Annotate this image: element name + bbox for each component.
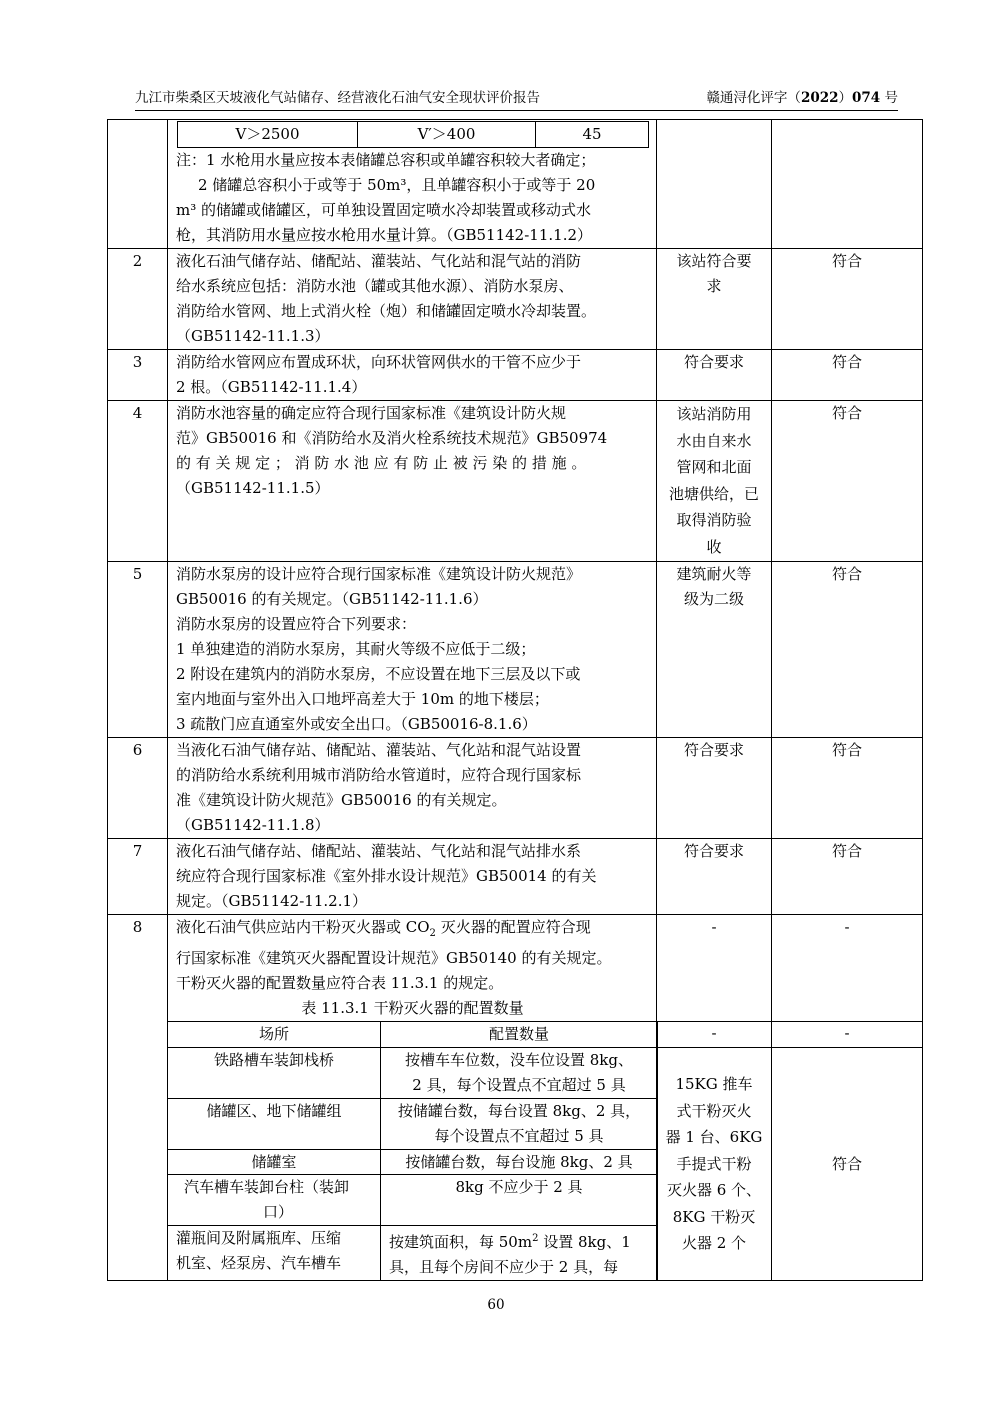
result-text: 符合: [772, 738, 923, 839]
requirement-text: 液化石油气储存站、储配站、灌装站、气化站和混气站排水系 统应符合现行国家标准《室外排水设计规范》GB50014 的有关 规定。（GB51142-11.2.1）: [168, 839, 657, 915]
sub-cell: 45: [536, 122, 649, 148]
requirement-text: 消防水泵房的设计应符合现行国家标准《建筑设计防火规范》 GB50016 的有关规定。（GB51142-11.1.6） 消防水泵房的设置应符合下列要求： 1 单独建造的消防水泵房，其耐火等级不应低于二级； 2 附设在建筑内的消防水泵房，不应设置在地下三层及以下或 室内地面与室外出入口地坪高差大于 10m 的地下楼层； 3 疏散门应直通室外或安全出口。（GB50016-8.1.6）: [168, 562, 657, 738]
col-header-place: 场所: [168, 1022, 381, 1048]
note-line: m³ 的储罐或储罐区，可单独设置固定喷水冷却装置或移动式水: [176, 201, 592, 219]
check-text: -: [657, 915, 772, 1022]
count-cell: 按建筑面积，每 $50m^2$ 设置 8kg、1 具，且每个房间不应少于 2 具，每: [381, 1226, 658, 1281]
extinguisher-header: [167, 1021, 658, 1048]
table-caption: 表 11.3.1 干粉灭火器的配置数量: [301, 999, 524, 1017]
result-text: 符合: [772, 401, 923, 562]
col-header-count: 配置数量: [381, 1022, 658, 1048]
result-text: -: [772, 915, 923, 1022]
place-cell: 铁路槽车装卸栈桥: [168, 1048, 381, 1099]
evaluation-table: [107, 119, 923, 1281]
count-cell: 按槽车车位数，没车位设置 8kg、 2 具，每个设置点不宜超过 5 具: [381, 1048, 658, 1099]
report-number: 赣通浔化评字（2022）074 号: [706, 90, 898, 106]
table-row: [108, 839, 923, 915]
count-cell: 8kg 不应少于 2 具: [381, 1175, 658, 1226]
table-row: [108, 401, 923, 562]
table-row: [108, 249, 923, 350]
requirement-text: 消防水池容量的确定应符合现行国家标准《建筑设计防火规 范》GB50016 和《消防给水及消火栓系统技术规范》GB50974 的 有 关 规 定 ； 消 防 水 池 应 有 防 止 被 污 染 的 措 施 。 （GB51142-11.1.5）: [168, 401, 657, 562]
table-row: [108, 120, 923, 249]
note-line: 枪，其消防用水量应按水枪用水量计算。（GB51142-11.1.2）: [176, 226, 593, 244]
check-text: -: [657, 1022, 772, 1048]
merged-result-text: 符合: [772, 1048, 923, 1281]
count-cell: 按储罐台数，每台设施 8kg、2 具: [381, 1150, 658, 1175]
table-row: [108, 350, 923, 401]
table-row: [108, 1022, 923, 1048]
result-text: 符合: [772, 249, 923, 350]
place-cell: 储罐室: [168, 1150, 381, 1175]
count-cell: 按储罐台数，每台设置 8kg、2 具， 每个设置点不宜超过 5 具: [381, 1099, 658, 1150]
sub-cell: V′＞400: [358, 122, 536, 148]
row-number: 7: [108, 839, 168, 915]
note-line: 注：1 水枪用水量应按本表储罐总容积或单罐容积较大者确定；: [176, 151, 596, 169]
table-row: [108, 562, 923, 738]
result-text: 符合: [772, 839, 923, 915]
water-gun-table: [177, 121, 649, 148]
requirement-text: 当液化石油气储存站、储配站、灌装站、气化站和混气站设置 的消防给水系统利用城市消防给水管道时，应符合现行国家标 准《建筑设计防火规范》GB50016 的有关规定。 （GB51142-11.1.8）: [168, 738, 657, 839]
row-number: 4: [108, 401, 168, 562]
row-number: 2: [108, 249, 168, 350]
table-row: [108, 1048, 923, 1099]
requirement-text: 消防给水管网应布置成环状，向环状管网供水的干管不应少于 2 根。（GB51142-11.1.4）: [168, 350, 657, 401]
check-text: 符合要求: [657, 350, 772, 401]
requirement-text: 液化石油气储存站、储配站、灌装站、气化站和混气站的消防 给水系统应包括：消防水池（罐或其他水源）、消防水泵房、 消防给水管网、地上式消火栓（炮）和储罐固定喷水冷却装置。 （GB51142-11.1.3）: [168, 249, 657, 350]
place-cell: 灌瓶间及附属瓶库、压缩 机室、烃泵房、汽车槽车: [168, 1226, 381, 1281]
check-text: 该站符合要 求: [657, 249, 772, 350]
page-number: 60: [487, 1297, 505, 1313]
check-text: 建筑耐火等 级为二级: [657, 562, 772, 738]
report-title: 九江市柴桑区天坡液化气站储存、经营液化石油气安全现状评价报告: [135, 90, 540, 106]
result-text: 符合: [772, 562, 923, 738]
row-number: 6: [108, 738, 168, 839]
place-cell: 储罐区、地下储罐组: [168, 1099, 381, 1150]
check-text: 符合要求: [657, 738, 772, 839]
check-text: 该站消防用 水由自来水 管网和北面 池塘供给，已 取得消防验 收: [657, 401, 772, 562]
note-line: 2 储罐总容积小于或等于 50m³，且单罐容积小于或等于 20: [198, 176, 596, 194]
row-number: 8: [108, 915, 168, 1281]
row-number: 5: [108, 562, 168, 738]
check-text: 符合要求: [657, 839, 772, 915]
table-row: [108, 915, 923, 1022]
page-header: [135, 88, 898, 111]
result-text: 符合: [772, 350, 923, 401]
requirement-text: 液化石油气供应站内干粉灭火器或 $CO_2$ 灭火器的配置应符合现 行国家标准《建筑灭火器配置设计规范》GB50140 的有关规定。 干粉灭火器的配置数量应符合表 11.3.1 的规定。 表 11.3.1 干粉灭火器的配置数量: [168, 915, 657, 1022]
place-cell: 汽车槽车装卸台柱（装卸 口）: [168, 1175, 381, 1226]
merged-check-text: 15KG 推车 式干粉灭火 器 1 台、6KG 手提式干粉 灭火器 6 个、 8KG 干粉灭 火器 2 个: [657, 1048, 772, 1281]
row-number: 3: [108, 350, 168, 401]
sub-cell: V＞2500: [178, 122, 358, 148]
table-row: [108, 738, 923, 839]
result-text: -: [772, 1022, 923, 1048]
